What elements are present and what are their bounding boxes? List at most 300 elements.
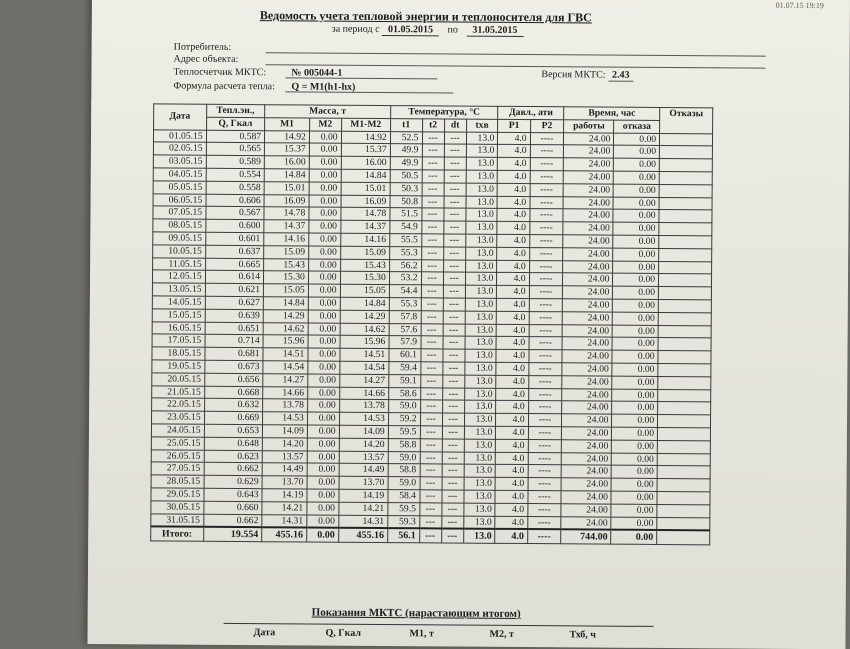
table-cell: 14.29 (340, 310, 389, 323)
table-cell: --- (421, 323, 443, 336)
failures-cell (658, 351, 711, 364)
table-cell: 24.00 (562, 350, 612, 363)
table-cell: 14.31 (338, 515, 387, 529)
table-cell: 29.05.15 (151, 488, 204, 501)
table-cell: 24.00 (561, 516, 611, 530)
table-cell: 0.00 (611, 504, 657, 517)
table-cell: 0.669 (204, 411, 263, 424)
table-cell: 0.565 (206, 143, 265, 156)
table-cell: 14.37 (264, 220, 309, 233)
table-cell: 4.0 (497, 260, 529, 273)
table-cell: 0.00 (612, 465, 658, 478)
table-cell: 57.6 (389, 323, 421, 336)
table-cell: 11.05.15 (153, 257, 206, 270)
table-cell: 0.00 (308, 374, 340, 387)
failures-cell (658, 389, 711, 402)
failures-cell (659, 235, 712, 248)
table-cell: 4.0 (495, 516, 527, 530)
table-cell: 0.589 (206, 155, 265, 168)
table-cell: --- (442, 451, 464, 464)
table-cell: ---- (530, 183, 564, 196)
table-cell: 13.0 (466, 132, 498, 145)
table-cell: 0.00 (307, 502, 339, 515)
table-cell: --- (443, 336, 465, 349)
table-cell: 58.4 (388, 489, 420, 502)
table-cell: 24.00 (563, 260, 613, 273)
failures-cell (659, 159, 712, 172)
table-cell: 4.0 (497, 183, 529, 196)
table-cell: 0.00 (308, 348, 340, 361)
table-cell: --- (419, 503, 441, 516)
failures-cell (658, 325, 711, 338)
table-cell: 59.5 (388, 502, 420, 515)
table-cell: 0.00 (308, 361, 340, 374)
table-cell: 24.00 (563, 286, 613, 299)
failures-cell (659, 146, 712, 159)
table-cell: 13.0 (464, 400, 496, 413)
table-cell: 14.27 (263, 373, 308, 386)
table-cell: ---- (528, 426, 562, 439)
table-cell: 12.05.15 (152, 270, 205, 283)
table-cell: 13.0 (465, 311, 497, 324)
table-cell: 0.00 (308, 310, 340, 323)
print-timestamp: 01.07.15 19:19 (775, 0, 824, 11)
table-cell: 24.00 (561, 491, 611, 504)
table-cell: ---- (529, 247, 563, 260)
table-cell: 21.05.15 (152, 385, 205, 398)
table-cell: 0.00 (612, 453, 658, 466)
header-temp: Температура, °C (390, 106, 498, 120)
table-cell: 15.05 (340, 284, 389, 297)
failures-cell (658, 287, 711, 300)
meter-label: Теплосчетчик МКТС: (173, 66, 267, 79)
table-cell: 0.00 (306, 528, 338, 543)
table-cell: 14.20 (262, 437, 307, 450)
table-cell: 13.0 (464, 413, 496, 426)
table-cell: 13.0 (465, 234, 497, 247)
table-cell: 19.554 (203, 527, 262, 542)
table-cell: 24.00 (561, 452, 611, 465)
table-cell: 0.00 (614, 158, 660, 171)
table-cell: 0.554 (206, 168, 265, 181)
table-cell: 14.29 (263, 309, 308, 322)
table-cell: --- (443, 221, 465, 234)
table-cell: --- (419, 529, 441, 544)
table-cell: 59.0 (388, 400, 420, 413)
table-cell: 14.19 (262, 489, 307, 502)
table-cell: 13.57 (339, 451, 388, 464)
table-cell: 0.00 (613, 274, 659, 287)
table-cell: 23.05.15 (152, 411, 205, 424)
table-cell: 455.16 (262, 527, 307, 542)
table-cell: --- (444, 170, 466, 183)
table-cell: 0.00 (307, 515, 339, 529)
table-cell: 14.21 (338, 502, 387, 515)
failures-cell (659, 210, 712, 223)
table-cell: 14.05.15 (152, 296, 205, 309)
table-cell: 13.0 (464, 362, 496, 375)
table-cell: 59.5 (388, 426, 420, 439)
table-cell: 13.70 (339, 476, 388, 489)
table-cell: 26.05.15 (151, 449, 204, 462)
table-cell: 4.0 (498, 145, 530, 158)
table-cell: 14.20 (339, 438, 388, 451)
table-cell: 24.00 (562, 401, 612, 414)
table-cell: 15.96 (263, 335, 308, 348)
table-cell: 14.49 (262, 463, 307, 476)
table-cell: 0.681 (205, 347, 264, 360)
table-cell: 54.4 (389, 285, 421, 298)
failures-cell (658, 299, 711, 312)
table-cell: 52.5 (390, 131, 422, 144)
table-cell: 0.653 (204, 424, 263, 437)
failures-cell (658, 415, 711, 428)
failures-cell (659, 197, 712, 210)
table-cell: 4.0 (498, 158, 530, 171)
table-cell: 0.00 (307, 451, 339, 464)
table-cell: --- (419, 515, 441, 528)
table-cell: --- (443, 272, 465, 285)
table-body (151, 130, 713, 546)
table-cell: --- (420, 426, 442, 439)
table-cell: 0.673 (204, 360, 263, 373)
failures-cell (658, 402, 711, 415)
table-cell: 24.00 (563, 171, 613, 184)
table-cell: 13.0 (463, 529, 495, 544)
table-cell: --- (420, 413, 442, 426)
readings-header-m2: M2, т (489, 628, 514, 640)
table-cell: ---- (529, 260, 563, 273)
table-cell: --- (444, 157, 466, 170)
table-cell: 15.43 (264, 258, 309, 271)
table-cell: 13.0 (464, 452, 496, 465)
table-cell: --- (442, 375, 464, 388)
table-cell: --- (421, 221, 443, 234)
table-cell: 16.09 (341, 195, 390, 208)
table-cell: 16.00 (264, 156, 309, 169)
table-cell: 14.78 (341, 208, 390, 221)
table-cell: 02.05.15 (153, 142, 206, 155)
table-cell: 24.00 (563, 248, 613, 261)
table-cell: ---- (528, 465, 562, 478)
table-cell: --- (444, 183, 466, 196)
table-cell: --- (443, 285, 465, 298)
table-cell: 49.9 (390, 144, 422, 157)
address-label: Адрес объекта: (173, 53, 239, 66)
table-cell: 0.00 (611, 478, 657, 491)
table-cell: --- (442, 464, 464, 477)
table-cell: ---- (528, 388, 562, 401)
table-cell: 0.660 (203, 501, 262, 514)
table-cell: 0.00 (612, 350, 658, 363)
table-cell: 15.30 (340, 272, 389, 285)
table-cell: --- (420, 349, 442, 362)
table-cell: 0.662 (203, 514, 262, 528)
table-cell: --- (422, 157, 444, 170)
table-cell: --- (420, 439, 442, 452)
table-cell: 0.00 (611, 491, 657, 504)
table-cell: 0.00 (308, 246, 340, 259)
table-cell: 57.8 (389, 310, 421, 323)
table-cell: 16.09 (264, 194, 309, 207)
table-cell: 14.66 (263, 386, 308, 399)
table-cell: --- (420, 477, 442, 490)
table-cell: 14.53 (339, 412, 388, 425)
table-cell: 0.00 (612, 389, 658, 402)
table-cell: 49.9 (390, 157, 422, 170)
table-cell: 15.37 (341, 144, 390, 157)
table-cell: 14.49 (339, 464, 388, 477)
table-cell: 14.51 (263, 348, 308, 361)
table-cell: 0.558 (206, 181, 265, 194)
table-cell: 57.9 (389, 336, 421, 349)
table-cell: 58.6 (388, 387, 420, 400)
table-cell: 0.00 (614, 184, 660, 197)
table-cell: --- (443, 234, 465, 247)
table-cell: 0.00 (309, 169, 341, 182)
table-cell: 0.00 (309, 195, 341, 208)
total-row (151, 527, 710, 545)
table-cell: 27.05.15 (151, 462, 204, 475)
table-cell: ---- (530, 209, 564, 222)
table-cell: 24.00 (564, 158, 614, 171)
table-cell: --- (442, 413, 464, 426)
table-cell: ---- (527, 516, 561, 530)
table-cell: 24.00 (563, 299, 613, 312)
table-cell: ---- (529, 235, 563, 248)
table-cell: --- (443, 298, 465, 311)
table-cell: 0.637 (205, 245, 264, 258)
table-cell: 4.0 (497, 222, 529, 235)
formula-label: Формула расчета тепла: (173, 80, 275, 93)
table-cell: 0.00 (612, 376, 658, 389)
table-cell: 0.587 (206, 130, 265, 143)
table-cell: 0.00 (308, 297, 340, 310)
readings-title: Показания МКТС (нарастающим итогом) (311, 606, 521, 621)
table-cell: 0.601 (205, 232, 264, 245)
table-cell: 15.96 (340, 336, 389, 349)
table-cell: 4.0 (495, 465, 527, 478)
table-cell: 14.54 (339, 361, 388, 374)
table-cell: 31.05.15 (151, 513, 204, 527)
failures-cell (659, 261, 712, 274)
document-title: Ведомость учета тепловой энергии и теплоносителя для ГВС (259, 8, 592, 25)
table-cell: --- (443, 247, 465, 260)
table-cell: 55.3 (389, 246, 421, 259)
table-cell: 28.05.15 (151, 475, 204, 488)
table-cell: 0.00 (309, 207, 341, 220)
failures-cell (657, 440, 710, 453)
table-cell: 07.05.15 (153, 206, 206, 219)
table-cell: 50.5 (390, 170, 422, 183)
table-cell: ---- (529, 299, 563, 312)
readings-header-q: Q, Гкал (325, 627, 362, 639)
table-cell: 744.00 (561, 530, 611, 545)
table-cell: --- (442, 439, 464, 452)
table-cell: 17.05.15 (152, 334, 205, 347)
table-cell: 24.00 (564, 145, 614, 158)
table-cell: 0.714 (205, 335, 264, 348)
table-cell: ---- (529, 286, 563, 299)
meter-value: № 005044-1 (291, 67, 343, 79)
table-cell: 16.05.15 (152, 321, 205, 334)
table-cell: 0.00 (612, 401, 658, 414)
table-cell: 0.00 (614, 133, 660, 146)
table-cell: 14.84 (340, 297, 389, 310)
table-cell: 59.0 (388, 477, 420, 490)
table-cell: ---- (529, 337, 563, 350)
formula-row (173, 80, 356, 93)
table-cell: 13.0 (464, 464, 496, 477)
table-cell: 14.53 (263, 412, 308, 425)
table-cell: 24.00 (563, 235, 613, 248)
table-cell: 0.656 (204, 373, 263, 386)
table-cell: ---- (529, 324, 563, 337)
table-cell: 0.00 (308, 271, 340, 284)
table-cell: 24.00 (563, 209, 613, 222)
table-cell: 0.00 (309, 143, 341, 156)
table-cell: 0.623 (204, 450, 263, 463)
table-cell: 13.0 (464, 375, 496, 388)
table-cell: 14.62 (263, 322, 308, 335)
failures-cell (659, 184, 712, 197)
formula-line (285, 81, 453, 93)
table-cell: 24.00 (561, 465, 611, 478)
table-cell: --- (421, 298, 443, 311)
table-cell: 58.8 (388, 464, 420, 477)
table-cell: 13.0 (464, 439, 496, 452)
meter-row (173, 66, 343, 79)
table-cell: 14.84 (264, 169, 309, 182)
table-cell: 14.27 (339, 374, 388, 387)
table-cell: ---- (528, 439, 562, 452)
table-cell: 0.00 (307, 399, 339, 412)
table-cell: 14.37 (340, 220, 389, 233)
table-cell: ---- (528, 362, 562, 375)
table-cell: --- (442, 362, 464, 375)
table-cell: --- (442, 477, 464, 490)
header-work: работы (564, 120, 614, 133)
table-cell: 24.00 (563, 196, 613, 209)
table-cell: 14.09 (339, 425, 388, 438)
table-cell: 30.05.15 (151, 501, 204, 514)
table-cell: 0.00 (612, 363, 658, 376)
table-cell: --- (441, 503, 463, 516)
table-cell: 4.0 (496, 388, 528, 401)
table-cell: --- (421, 336, 443, 349)
table-cell: 13.0 (465, 336, 497, 349)
table-cell: 0.00 (614, 171, 660, 184)
table-cell: ---- (528, 478, 562, 491)
header-mass: Масса, т (265, 105, 391, 119)
failures-cell (657, 530, 710, 545)
readings-header-m1: M1, т (409, 628, 434, 640)
header-t1: t1 (390, 118, 422, 131)
table-cell: ---- (528, 375, 562, 388)
table-cell: 4.0 (496, 439, 528, 452)
failures-cell (657, 491, 710, 504)
table-cell: 13.0 (464, 490, 496, 503)
table-cell: 56.2 (389, 259, 421, 272)
table-cell: 14.51 (340, 348, 389, 361)
table-cell: ---- (529, 222, 563, 235)
table-cell: --- (421, 285, 443, 298)
table-cell: 0.629 (204, 475, 263, 488)
table-cell: 24.00 (563, 184, 613, 197)
table-cell: 14.19 (339, 489, 388, 502)
table-cell: 0.00 (613, 222, 659, 235)
table-cell: --- (443, 324, 465, 337)
table-cell: 56.1 (387, 528, 419, 543)
table-cell: 60.1 (389, 349, 421, 362)
table-cell: 0.662 (204, 463, 263, 476)
table-cell: --- (419, 490, 441, 503)
table-cell: 4.0 (496, 324, 528, 337)
table-cell: --- (420, 400, 442, 413)
table-cell: 24.00 (563, 222, 613, 235)
table-cell: 24.00 (562, 427, 612, 440)
table-cell: 15.05 (263, 284, 308, 297)
table-cell: 59.1 (388, 374, 420, 387)
address-line (266, 54, 766, 68)
table-cell: --- (443, 311, 465, 324)
table-cell: 0.639 (205, 309, 264, 322)
header-press: Давл., ати (498, 106, 564, 119)
table-cell: ---- (528, 401, 562, 414)
table-cell: 0.600 (205, 219, 264, 232)
table-cell: 06.05.15 (153, 194, 206, 207)
table-cell: 15.37 (264, 143, 309, 156)
readings-header-date: Дата (253, 627, 276, 639)
table-cell: --- (422, 195, 444, 208)
readings-header-tx: Тхб, ч (569, 629, 597, 641)
version-row (541, 69, 633, 81)
table-cell: --- (422, 183, 444, 196)
table-cell: 24.00 (562, 337, 612, 350)
table-cell: --- (421, 272, 443, 285)
table-cell: 0.606 (206, 194, 265, 207)
table-cell: 0.648 (204, 437, 263, 450)
table-cell: 4.0 (496, 401, 528, 414)
table-cell: 4.0 (497, 273, 529, 286)
table-cell: --- (420, 464, 442, 477)
header-fail: отказа (614, 120, 660, 133)
table-cell: 4.0 (497, 285, 529, 298)
table-cell: 4.0 (495, 477, 527, 490)
readings-header (224, 623, 654, 641)
table-cell: 16.00 (341, 156, 390, 169)
table-cell: 0.00 (611, 530, 657, 545)
table-cell: 15.05.15 (152, 309, 205, 322)
table-cell: --- (420, 362, 442, 375)
table-cell: 19.05.15 (152, 360, 205, 373)
table-cell: 13.0 (465, 324, 497, 337)
table-cell: 0.00 (309, 156, 341, 169)
table-cell: --- (420, 375, 442, 388)
table-cell: 24.00 (563, 273, 613, 286)
table-cell: 51.5 (390, 208, 422, 221)
failures-cell (658, 363, 711, 376)
table-cell: --- (442, 490, 464, 503)
table-cell: 20.05.15 (152, 373, 205, 386)
table-cell: 13.78 (263, 399, 308, 412)
table-cell: ---- (528, 452, 562, 465)
table-cell: 0.00 (612, 414, 658, 427)
table-cell: 14.84 (263, 297, 308, 310)
table-cell: 4.0 (495, 490, 527, 503)
table-cell: 4.0 (497, 209, 529, 222)
table-cell: 0.00 (611, 517, 657, 531)
